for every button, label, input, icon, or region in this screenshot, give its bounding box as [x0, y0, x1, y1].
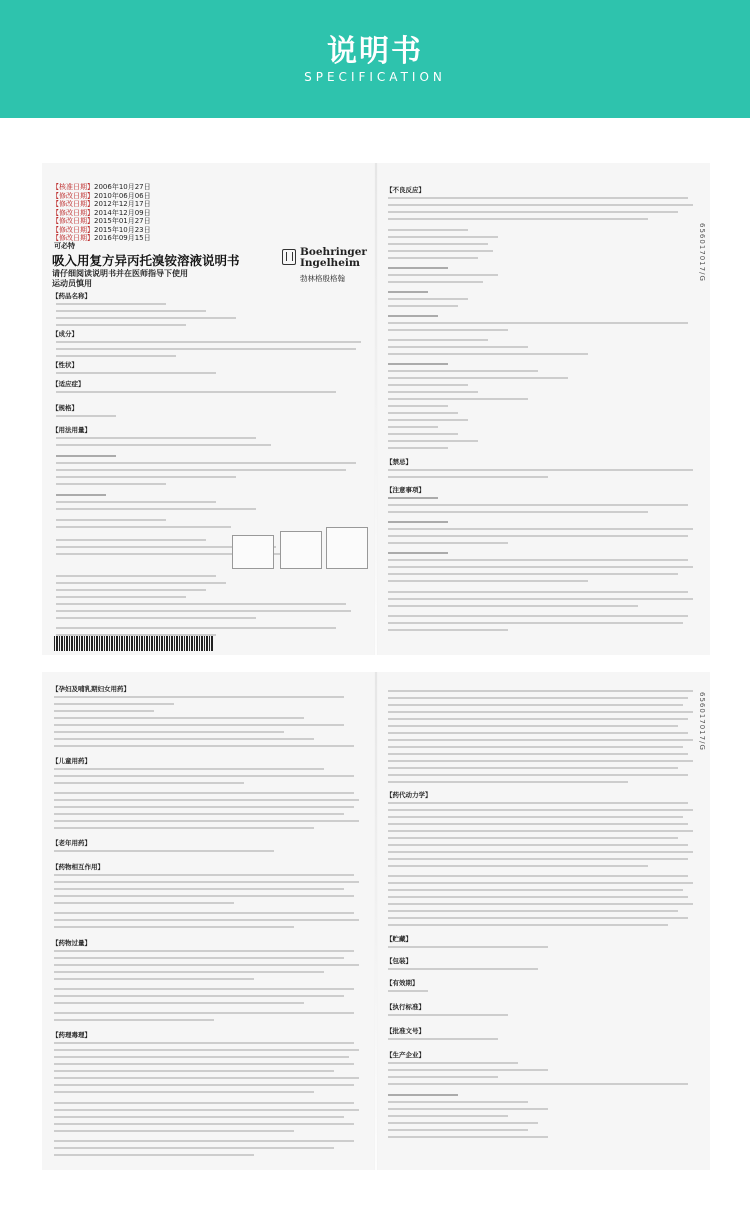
section-heading: 【性状】 — [52, 361, 78, 369]
step-illustration — [326, 527, 368, 569]
leaflet-back-right-panel — [378, 672, 710, 1170]
revision-row: 【修改日期】2014年12月09日 — [52, 208, 151, 217]
banner-subtitle: SPECIFICATION — [304, 70, 446, 84]
section-heading: 【药物过量】 — [52, 939, 91, 947]
boehringer-logo-icon — [282, 249, 296, 265]
section-heading: 【用法用量】 — [52, 426, 91, 434]
section-heading: 【批准文号】 — [386, 1027, 425, 1035]
banner-title: 说明书 — [327, 34, 423, 69]
section-heading: 【不良反应】 — [386, 186, 425, 194]
document-title: 吸入用复方异丙托溴铵溶液说明书 — [52, 253, 240, 268]
section-heading: 【老年用药】 — [52, 839, 91, 847]
fold-line — [375, 672, 377, 1170]
section-heading: 【儿童用药】 — [52, 757, 91, 765]
step-illustration — [280, 531, 322, 569]
side-code: 656017017/G — [698, 223, 706, 282]
barcode — [54, 636, 214, 651]
section-heading: 【包装】 — [386, 957, 412, 965]
side-code: 656017017/G — [698, 692, 706, 751]
revision-row: 【修改日期】2010年06月06日 — [52, 191, 151, 200]
section-heading: 【贮藏】 — [386, 935, 412, 943]
revision-row: 【修改日期】2015年10月23日 — [52, 225, 151, 234]
revision-row: 【修改日期】2016年09月15日 — [52, 234, 151, 242]
company-name-cn: 勃林格殷格翰 — [300, 274, 345, 283]
section-heading: 【禁忌】 — [386, 458, 412, 466]
section-heading: 【药品名称】 — [52, 292, 91, 300]
company-name-en: Boehringer Ingelheim — [300, 246, 367, 269]
section-heading: 【生产企业】 — [386, 1051, 425, 1059]
fold-line — [375, 163, 377, 655]
leaflet-front-left-panel — [42, 163, 374, 655]
notice-line: 运动员慎用 — [52, 279, 92, 288]
document-notice — [52, 269, 188, 289]
section-heading: 【有效期】 — [386, 979, 419, 987]
section-heading: 【孕妇及哺乳期妇女用药】 — [52, 685, 130, 693]
section-heading: 【注意事项】 — [386, 486, 425, 494]
header-banner — [0, 0, 750, 118]
section-heading: 【规格】 — [52, 404, 78, 412]
leaflet-back-photo — [42, 672, 710, 1170]
revision-dates — [52, 183, 151, 243]
step-illustration — [232, 535, 274, 569]
section-heading: 【成分】 — [52, 330, 78, 338]
section-heading: 【适应症】 — [52, 380, 85, 388]
notice-line: 请仔细阅读说明书并在医师指导下使用 — [52, 269, 188, 278]
section-heading: 【药代动力学】 — [386, 791, 432, 799]
section-heading: 【药理毒理】 — [52, 1031, 91, 1039]
leaflet-front-right-panel — [378, 163, 710, 655]
brand-name: 可必特 — [54, 242, 75, 250]
revision-row: 【修改日期】2015年01月27日 — [52, 217, 151, 225]
section-heading: 【执行标准】 — [386, 1003, 425, 1011]
leaflet-front-photo — [42, 163, 710, 655]
leaflet-back-left-panel — [42, 672, 374, 1170]
revision-row: 【核准日期】2006年10月27日 — [52, 183, 151, 191]
section-heading: 【药物相互作用】 — [52, 863, 104, 871]
revision-row: 【修改日期】2012年12月17日 — [52, 200, 151, 208]
